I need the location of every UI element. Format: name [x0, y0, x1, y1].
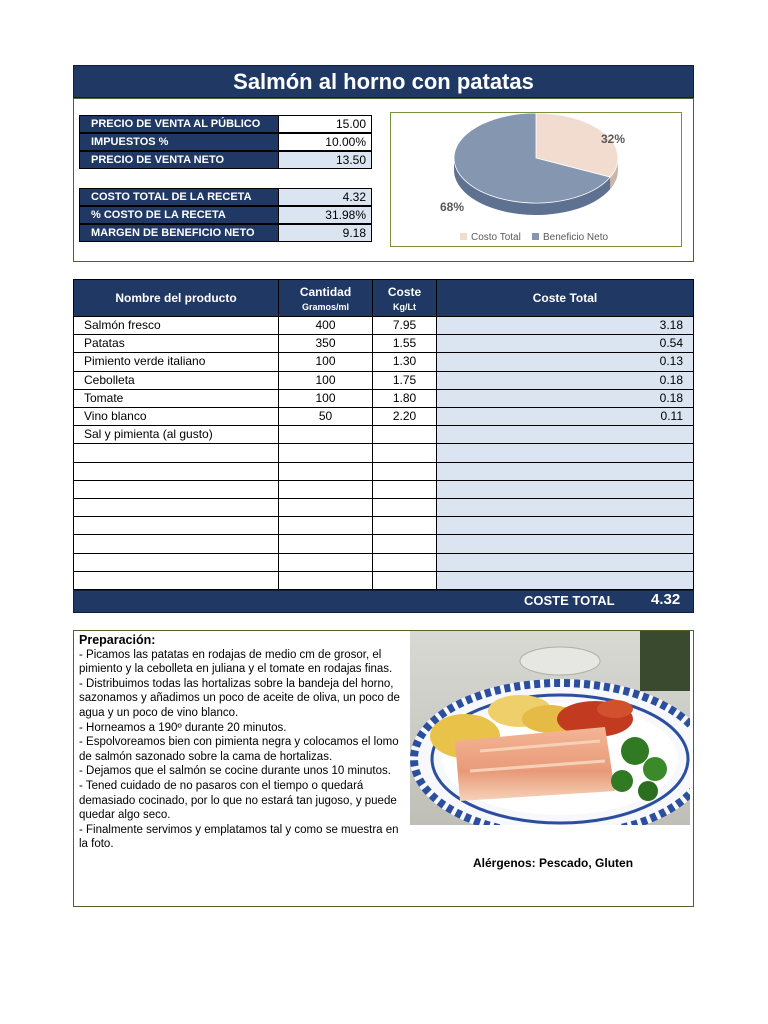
- header-qty-unit: Gramos/ml: [301, 301, 350, 312]
- cell-name: [73, 534, 279, 553]
- slice-label-costo: 32%: [601, 132, 626, 146]
- allergens-label: Alérgenos: Pescado, Gluten: [473, 856, 634, 870]
- preparation-heading: Preparación:: [79, 633, 156, 647]
- cell-qty: [278, 443, 373, 462]
- footer-value: 4.32: [651, 591, 681, 608]
- header-total: [436, 279, 694, 317]
- summary-label: PRECIO DE VENTA NETO: [79, 151, 279, 169]
- header-cost-unit: Kg/Lt: [393, 301, 416, 312]
- cell-total: 0.18: [436, 389, 694, 408]
- footer-label: COSTE TOTAL: [524, 593, 615, 608]
- cell-name: [73, 462, 279, 481]
- cell-cost: [372, 443, 437, 462]
- summary-value: 10.00%: [278, 133, 372, 151]
- legend-swatch-beneficio: [532, 233, 539, 240]
- pie-top: [454, 113, 618, 203]
- cell-total: [436, 425, 694, 444]
- cell-cost: 1.75: [372, 371, 437, 390]
- cell-qty: [278, 553, 373, 572]
- summary-value: 9.18: [278, 224, 372, 242]
- summary-label: MARGEN DE BENEFICIO NETO: [79, 224, 279, 242]
- cell-total: 0.11: [436, 407, 694, 426]
- cell-qty: 350: [278, 334, 373, 353]
- cell-name: Tomate: [73, 389, 279, 408]
- cell-qty: 100: [278, 371, 373, 390]
- cell-cost: [372, 516, 437, 535]
- dish-illustration: [410, 631, 690, 825]
- page-title: Salmón al horno con patatas: [73, 65, 694, 98]
- summary-value: 15.00: [278, 115, 372, 133]
- cell-qty: [278, 516, 373, 535]
- cell-total: [436, 443, 694, 462]
- cell-qty: 50: [278, 407, 373, 426]
- cell-name: [73, 443, 279, 462]
- legend-label-beneficio: Beneficio Neto: [543, 232, 609, 243]
- cell-name: [73, 480, 279, 499]
- cell-total: 0.13: [436, 352, 694, 371]
- cell-total: 0.54: [436, 334, 694, 353]
- cell-cost: [372, 480, 437, 499]
- header-qty-label: Cantidad: [299, 284, 352, 299]
- prep-step: - Picamos las patatas en rodajas de medio cm de grosor, el pimiento y la cebolleta en juliana y el tomate en rodajas finas.: [79, 648, 393, 676]
- cell-cost: [372, 498, 437, 517]
- cell-name: Sal y pimienta (al gusto): [73, 425, 279, 444]
- cell-total: [436, 462, 694, 481]
- cell-total: [436, 534, 694, 553]
- prep-step: - Espolvoreamos bien con pimienta negra y colocamos el lomo de salmón sazonado sobre la cama de hortalizas.: [79, 736, 399, 763]
- cell-total: [436, 498, 694, 517]
- cell-name: [73, 553, 279, 572]
- prep-step: - Tened cuidado de no pasaros con el tiempo o quedará demasiado cocinado, por lo que no estará tan jugoso, y puede quedar algo seco.: [79, 779, 397, 822]
- cell-qty: [278, 425, 373, 444]
- cell-cost: [372, 534, 437, 553]
- summary-label: % COSTO DE LA RECETA: [79, 206, 279, 224]
- header-quantity: [278, 279, 373, 317]
- prep-step: - Finalmente servimos y emplatamos tal y como se muestra en la foto.: [79, 823, 399, 851]
- cell-name: Vino blanco: [73, 407, 279, 426]
- header-name-label: Nombre del producto: [115, 291, 237, 305]
- legend-swatch-costo: [460, 233, 467, 240]
- cell-cost: [372, 425, 437, 444]
- table-footer: [73, 590, 694, 613]
- cell-cost: 1.80: [372, 389, 437, 408]
- cell-cost: [372, 462, 437, 481]
- prep-step: - Horneamos a 190º durante 20 minutos.: [79, 721, 287, 734]
- cell-cost: 1.30: [372, 352, 437, 371]
- cell-total: [436, 516, 694, 535]
- header-product-name: [73, 279, 279, 317]
- cell-name: [73, 498, 279, 517]
- cost-pie-chart: [390, 112, 682, 247]
- cell-name: Cebolleta: [73, 371, 279, 390]
- cell-total: [436, 553, 694, 572]
- summary-label: COSTO TOTAL DE LA RECETA: [79, 188, 279, 206]
- cell-total: [436, 480, 694, 499]
- legend-label-costo: Costo Total: [471, 232, 521, 243]
- cell-total: [436, 571, 694, 590]
- cell-qty: 100: [278, 389, 373, 408]
- cell-qty: 100: [278, 352, 373, 371]
- cell-name: [73, 516, 279, 535]
- cell-cost: [372, 553, 437, 572]
- cell-name: [73, 571, 279, 590]
- cell-cost: 2.20: [372, 407, 437, 426]
- cell-name: Salmón fresco: [73, 316, 279, 335]
- cell-cost: 7.95: [372, 316, 437, 335]
- summary-label: PRECIO DE VENTA AL PÚBLICO: [79, 115, 279, 133]
- summary-value: 4.32: [278, 188, 372, 206]
- cell-qty: [278, 571, 373, 590]
- dish-photo: [410, 631, 690, 825]
- cell-qty: [278, 480, 373, 499]
- prep-step: - Distribuimos todas las hortalizas sobre la bandeja del horno, sazonamos y añadimos un poco de aceite de oliva, un poco de agua y un poco de vino blanco.: [79, 677, 400, 719]
- slice-label-beneficio: 68%: [440, 200, 465, 214]
- header-total-label: Coste Total: [532, 291, 598, 305]
- cell-name: Pimiento verde italiano: [73, 352, 279, 371]
- cell-cost: [372, 571, 437, 590]
- cell-total: 3.18: [436, 316, 694, 335]
- header-cost: [372, 279, 437, 317]
- cell-qty: [278, 534, 373, 553]
- cell-cost: 1.55: [372, 334, 437, 353]
- cell-name: Patatas: [73, 334, 279, 353]
- cell-total: 0.18: [436, 371, 694, 390]
- summary-label: IMPUESTOS %: [79, 133, 279, 151]
- cell-qty: 400: [278, 316, 373, 335]
- header-cost-label: Coste: [387, 284, 422, 299]
- summary-value: 31.98%: [278, 206, 372, 224]
- cell-qty: [278, 462, 373, 481]
- cell-qty: [278, 498, 373, 517]
- preparation-text: [79, 633, 409, 852]
- prep-step: - Dejamos que el salmón se cocine durante unos 10 minutos.: [79, 765, 391, 778]
- summary-value: 13.50: [278, 151, 372, 169]
- pie-chart-svg: [391, 113, 683, 248]
